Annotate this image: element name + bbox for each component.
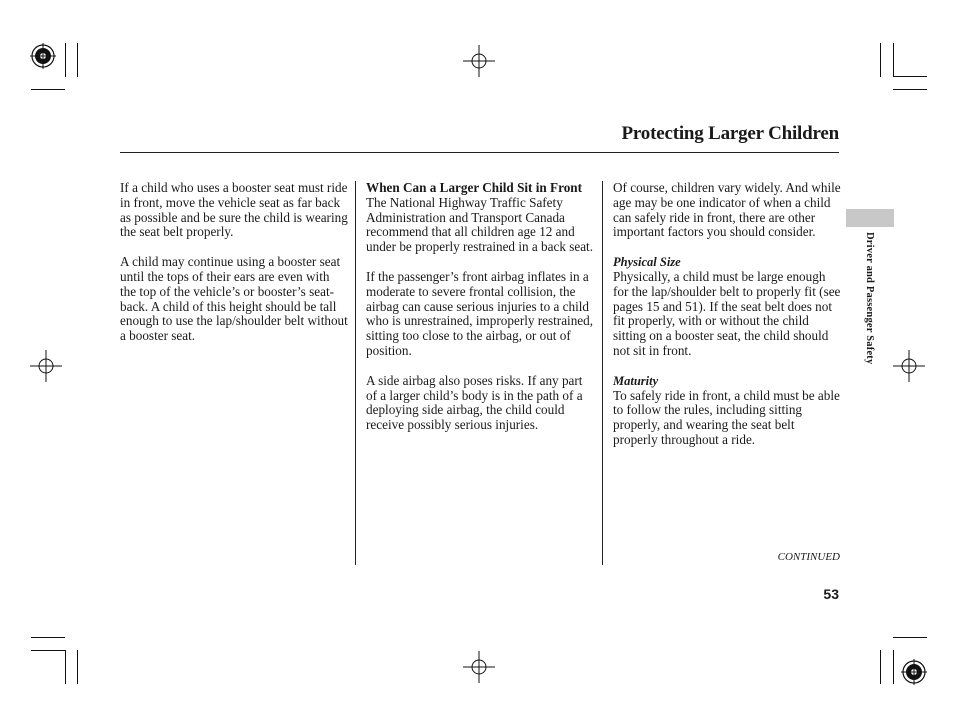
target-mark-bottom-right (901, 659, 927, 685)
subheading-physical-size: Physical Size (613, 255, 681, 270)
target-mark-top-left (30, 43, 56, 69)
paragraph: To safely ride in front, a child must be able to follow the rules, including sitting properly, and wearing the seat belt properly throughout a ride. (613, 387, 840, 447)
paragraph: If the passenger’s front airbag inflates in a moderate to severe frontal collision, the airbag can cause serious injuries to a child who is unrestrained, improperly restrained, sitting too close to the airbag, or out of position. (366, 268, 594, 358)
paragraph: If a child who uses a booster seat must ride in front, move the vehicle seat as far back as possible and be sure the child is wearing the seat belt properly. (120, 180, 348, 240)
continued-label: CONTINUED (777, 551, 840, 563)
section-heading: When Can a Larger Child Sit in Front (366, 180, 583, 195)
section-tab-label: Driver and Passenger Safety (864, 232, 875, 365)
page-title: Protecting Larger Children (621, 123, 839, 144)
paragraph: A side airbag also poses risks. If any part of a larger child’s body is in the path of a deploying side airbag, the child could receive possibly serious injuries. (366, 372, 583, 433)
paragraph: The National Highway Traffic Safety Administration and Transport Canada recommend that all children age 12 and under be properly restrained in a back seat. (366, 194, 594, 255)
paragraph: Physically, a child must be large enough for the lap/shoulder belt to properly fit (see pages 15 and 51). If the seat belt does not fit properly, with or without the child sitting on a booster seat, the child should not sit in front. (613, 268, 841, 358)
paragraph: A child may continue using a booster seat until the tops of their ears are even with the top of the vehicle’s or booster’s seat-back. A child of this height should be tall enough to use the lap/shoulder belt without a booster seat. (120, 254, 348, 344)
page-number: 53 (823, 586, 839, 602)
subheading-maturity: Maturity (613, 373, 659, 388)
paragraph: Of course, children vary widely. And while age may be one indicator of when a child can safely ride in front, there are other important factors you should consider. (613, 180, 841, 240)
